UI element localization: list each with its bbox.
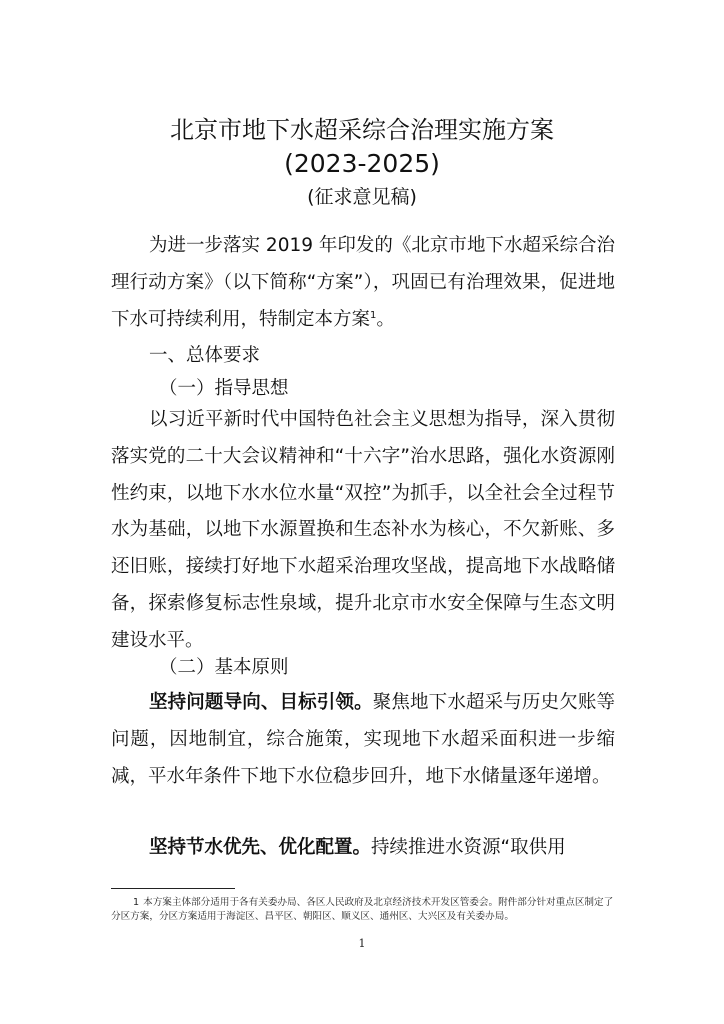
principle-1-paragraph [111,685,615,795]
document-subtitle: (征求意见稿) [307,186,417,208]
guiding-thought-paragraph: 以习近平新时代中国特色社会主义思想为指导，深入贯彻落实党的二十大会议精神和“十六字”治水思路，强化水资源刚性约束，以地下水水位水量“双控”为抓手，以全社会全过程节水为基础，以地下水源置换和生态补水为核心，不欠新账、多还旧账，接续打好地下水超采治理攻坚战，提高地下水战略储备，探索修复标志性泉域，提升北京市水安全保障与生态文明建设水平。 [111,409,615,651]
footnote-reference: 1 [370,309,377,321]
principle-1-text: 聚焦地下水超采与历史欠账等问题，因地制宜，综合施策，实现地下水超采面积进一步缩减，平水年条件下地下水位稳步回升，地下水储量逐年递增。 [111,692,615,787]
footnote-divider [111,888,235,889]
principle-2-paragraph [111,830,615,867]
principle-1-heading: 坚持问题导向、目标引领。 [149,692,373,713]
section-heading-general-requirements: 一、总体要求 [149,345,261,366]
page-number: 1 [358,937,366,950]
footnote-text: 本方案主体部分适用于各有关委办局、各区人民政府及北京经济技术开发区管委会。附件部分针对重点区制定了分区方案，分区方案适用于海淀区、昌平区、朝阳区、顺义区、通州区、大兴区及有关委办局。 [111,897,614,922]
footnote-number: 1 [133,897,140,908]
footnote [111,896,615,924]
intro-paragraph [111,228,615,338]
intro-text: 为进一步落实 2019 年印发的《北京市地下水超采综合治理行动方案》（以下简称“方案”），巩固已有治理效果，促进地下水可持续利用，特制定本方案 [111,235,615,330]
subsection-heading-guiding-thought: （一）指导思想 [159,378,289,399]
subsection-heading-basic-principles: （二）基本原则 [159,657,289,678]
principle-2-heading: 坚持节水优先、优化配置。 [149,837,372,858]
document-title: 北京市地下水超采综合治理实施方案 [170,116,554,144]
principle-2-text: 持续推进水资源“取供用 [371,837,566,858]
intro-end: 。 [376,308,395,330]
document-title-years: (2023-2025) [284,149,440,178]
